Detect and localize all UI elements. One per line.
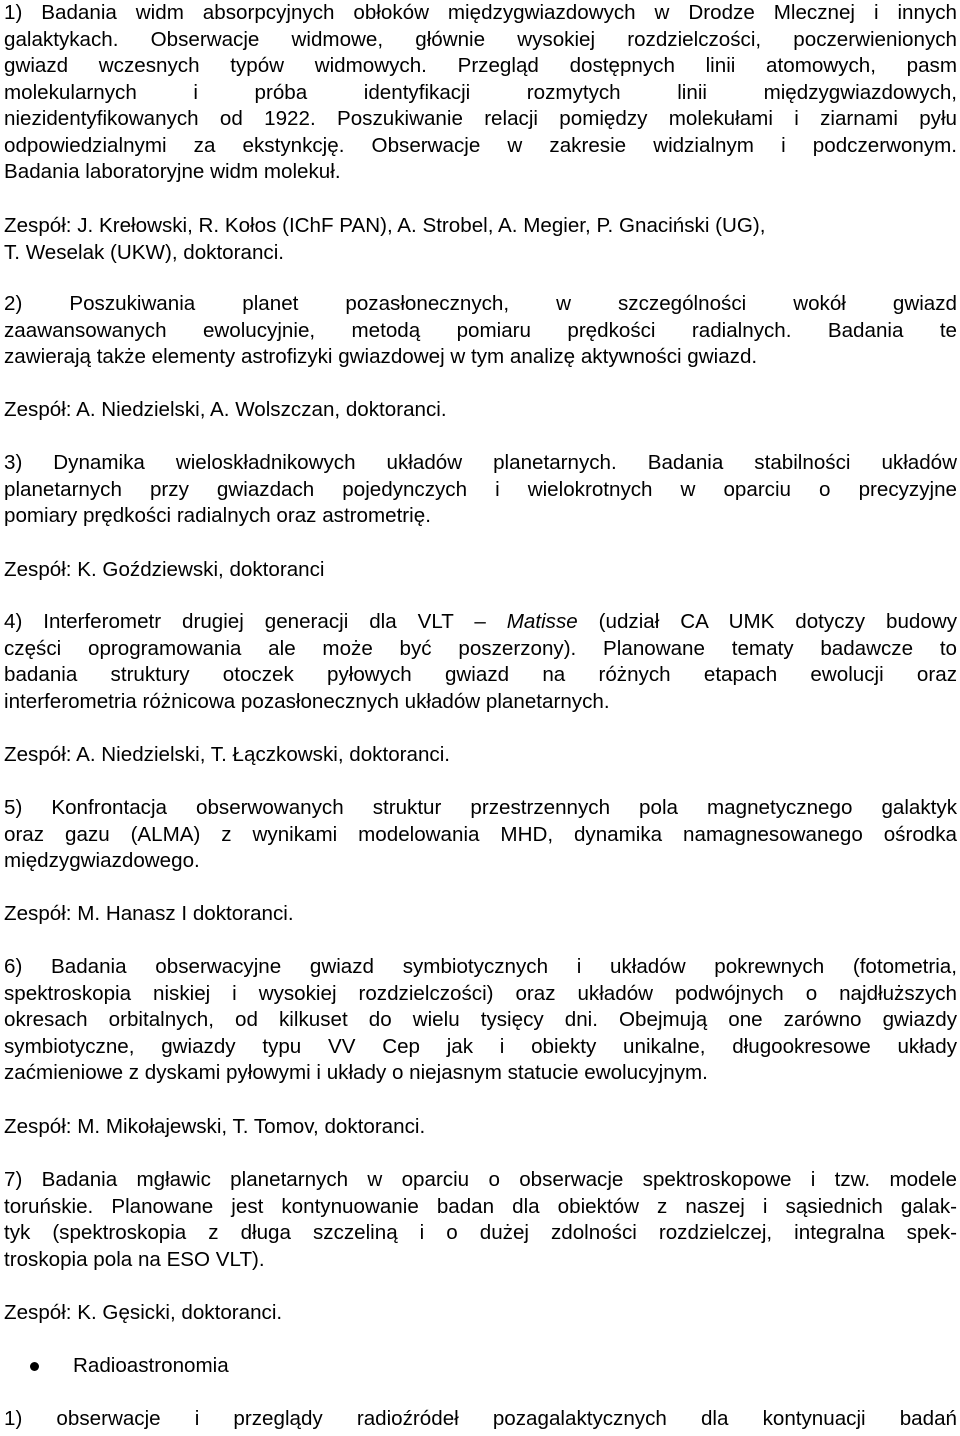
section-3-team xyxy=(4,557,957,584)
section-2-line-3: zawierają także elementy astrofizyki gwiazdowej w tym analizę aktywności gwiazd. xyxy=(4,345,758,368)
section-2-team xyxy=(4,397,957,424)
section-1-team-line-1: Zespół: J. Krełowski, R. Kołos (IChF PAN), A. Strobel, A. Megier, P. Gnaciński (UG), xyxy=(4,214,766,237)
section-6-line-5: zaćmieniowe z dyskami pyłowymi i układy o niejasnym statucie ewolucyjnym. xyxy=(4,1061,708,1084)
section-1-team xyxy=(4,213,957,266)
section-5-team-line-1: Zespół: M. Hanasz I doktoranci. xyxy=(4,902,294,925)
section-7-line-3: tyk (spektroskopia z długa szczeliną i o dużej zdolności rozdzielczej, integralna spek- xyxy=(4,1221,957,1244)
section-7-line-4: troskopia pola na ESO VLT). xyxy=(4,1247,265,1271)
section-4-line-1 xyxy=(4,609,957,636)
section-6-team-line-1: Zespół: M. Mikołajewski, T. Tomov, doktoranci. xyxy=(4,1115,426,1138)
section-2 xyxy=(4,291,957,371)
section-4-team-line-1: Zespół: A. Niedzielski, T. Łączkowski, doktoranci. xyxy=(4,743,451,766)
section-7-line-2: toruńskie. Planowane jest kontynuowanie badan dla obiektów z naszej i sąsiednich galak- xyxy=(4,1194,957,1218)
section-4-line-4: interferometria różnicowa pozasłonecznych układów planetarnych. xyxy=(4,689,610,713)
section-7-team-line-1: Zespół: K. Gęsicki, doktoranci. xyxy=(4,1301,283,1324)
section-5 xyxy=(4,795,957,875)
section-6-line-1: 6) Badania obserwacyjne gwiazd symbiotycznych i układów pokrewnych (fotometria, xyxy=(4,955,957,978)
matisse-instrument-name: Matisse xyxy=(506,610,578,633)
section-4-line-2: części oprogramowania ale może być poszerzony). Planowane tematy badawcze to xyxy=(4,636,957,660)
radioastronomy-heading-text: Radioastronomia xyxy=(73,1354,229,1377)
section-1-team-line-2: T. Weselak (UKW), doktoranci. xyxy=(4,240,284,264)
section-2-line-1: 2) Poszukiwania planet pozasłonecznych, w szczególności wokół gwiazd xyxy=(4,292,957,315)
section-7-team xyxy=(4,1300,957,1327)
section-4-line-3: badania struktury otoczek pyłowych gwiazd na różnych etapach ewolucji oraz xyxy=(4,663,957,686)
section-5-line-3: międzygwiazdowego. xyxy=(4,849,200,872)
section-7-line-1: 7) Badania mgławic planetarnych w oparciu o obserwacje spektroskopowe i tzw. modele xyxy=(4,1168,957,1191)
section-2-line-2: zaawansowanych ewolucyjnie, metodą pomiaru prędkości radialnych. Badania te xyxy=(4,318,957,342)
section-1-line-5: niezidentyfikowanych od 1922. Poszukiwanie relacji pomiędzy molekułami i ziarnami pyłu xyxy=(4,107,957,130)
radioastronomy-heading xyxy=(30,1353,229,1380)
section-4-line-1-start: 4) Interferometr drugiej generacji dla VLT – xyxy=(4,610,507,633)
section-1 xyxy=(4,0,957,186)
section-3 xyxy=(4,450,957,530)
section-4-line-1-end: (udział CA UMK dotyczy budowy xyxy=(577,610,957,633)
section-6-line-3: okresach orbitalnych, od kilkuset do wielu tysięcy dni. Obejmują one zarówno gwiazdy xyxy=(4,1008,957,1031)
bullet-icon xyxy=(30,1362,39,1371)
section-1-line-2: galaktykach. Obserwacje widmowe, głównie wysokiej rozdzielczości, poczerwienionych xyxy=(4,27,957,51)
section-6-team xyxy=(4,1114,957,1141)
section-6-line-4: symbiotyczne, gwiazdy typu VV Cep jak i obiekty unikalne, długookresowe układy xyxy=(4,1034,957,1058)
section-4 xyxy=(4,609,957,715)
radio-section-1 xyxy=(4,1406,957,1433)
section-3-line-1: 3) Dynamika wieloskładnikowych układów planetarnych. Badania stabilności układów xyxy=(4,451,957,474)
section-6-line-2: spektroskopia niskiej i wysokiej rozdzielczości) oraz układów podwójnych o najdłuższych xyxy=(4,981,957,1005)
section-6 xyxy=(4,954,957,1087)
radio-section-1-line-1: 1) obserwacje i przeglądy radioźródeł pozagalaktycznych dla kontynuacji badań xyxy=(4,1407,957,1430)
section-5-line-1: 5) Konfrontacja obserwowanych struktur przestrzennych pola magnetycznego galaktyk xyxy=(4,796,957,819)
section-5-line-2: oraz gazu (ALMA) z wynikami modelowania MHD, dynamika namagnesowanego ośrodka xyxy=(4,822,957,846)
section-1-line-3: gwiazd wczesnych typów widmowych. Przegląd dostępnych linii atomowych, pasm xyxy=(4,54,957,77)
section-1-line-6: odpowiedzialnymi za ekstynkcję. Obserwacje w zakresie widzialnym i podczerwonym. xyxy=(4,133,957,157)
section-3-line-3: pomiary prędkości radialnych oraz astrometrię. xyxy=(4,504,431,527)
section-5-team xyxy=(4,901,957,928)
section-1-line-4: molekularnych i próba identyfikacji rozmytych linii międzygwiazdowych, xyxy=(4,80,957,104)
section-1-line-7: Badania laboratoryjne widm molekuł. xyxy=(4,160,341,183)
section-2-team-line-1: Zespół: A. Niedzielski, A. Wolszczan, doktoranci. xyxy=(4,398,447,421)
section-1-line-1: 1) Badania widm absorpcyjnych obłoków międzygwiazdowych w Drodze Mlecznej i innych xyxy=(4,1,957,24)
section-7 xyxy=(4,1167,957,1273)
section-4-team xyxy=(4,742,957,769)
section-3-team-line-1: Zespół: K. Goździewski, doktoranci xyxy=(4,558,325,581)
section-3-line-2: planetarnych przy gwiazdach pojedynczych i wielokrotnych w oparciu o precyzyjne xyxy=(4,477,957,501)
